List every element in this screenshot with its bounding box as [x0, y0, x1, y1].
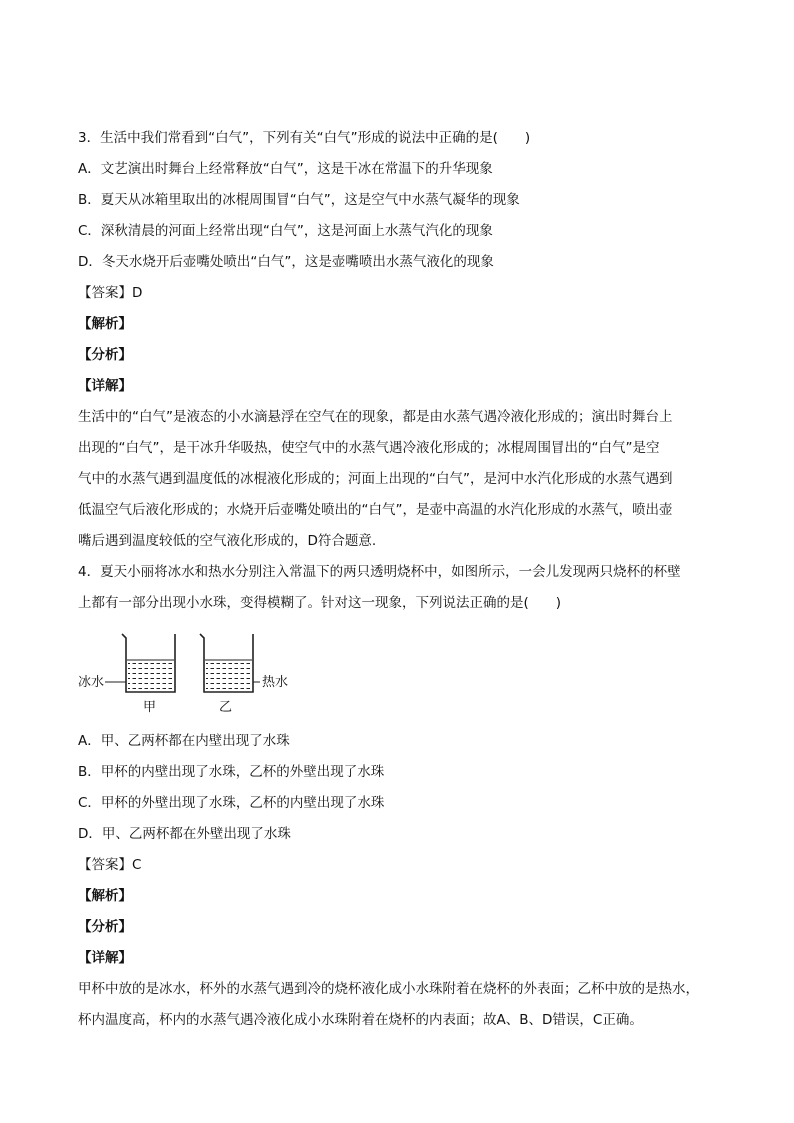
- q4-detail-line-2: 杯内温度高，杯内的水蒸气遇冷液化成小水珠附着在烧杯的内表面；故A、B、D错误，C正确。: [78, 1012, 643, 1028]
- q3-detail-line-5: 嘴后遇到温度较低的空气液化形成的，D符合题意.: [78, 533, 377, 549]
- q4-stem-line-1: 4．夏天小丽将冰水和热水分别注入常温下的两只透明烧杯中，如图所示，一会儿发现两只烧杯的杯壁: [78, 564, 681, 580]
- beaker-jia-water: [128, 660, 173, 690]
- q4-option-b: B．甲杯的内壁出现了水珠，乙杯的外壁出现了水珠: [78, 764, 385, 780]
- q3-detail-line-1: 生活中的“白气”是液态的小水滴悬浮在空气在的现象，都是由水蒸气遇冷液化形成的；演出时舞台上: [78, 409, 673, 425]
- q3-answer: 【答案】D: [78, 285, 143, 301]
- q4-fenxi-heading: 【分析】: [78, 919, 132, 935]
- beaker-jia: [122, 634, 175, 692]
- figure-label-jia: 甲: [143, 700, 157, 715]
- figure-label-ice-water: 冰水: [78, 675, 105, 690]
- q4-stem-line-2: 上都有一部分出现小水珠，变得模糊了。针对这一现象，下列说法正确的是( ): [78, 595, 562, 611]
- q4-detail-line-1: 甲杯中放的是冰水，杯外的水蒸气遇到冷的烧杯液化成小水珠附着在烧杯的外表面；乙杯中放的是热水，: [78, 981, 699, 997]
- q4-option-c: C．甲杯的外壁出现了水珠，乙杯的内壁出现了水珠: [78, 795, 385, 811]
- beaker-yi: [200, 634, 253, 692]
- q3-analysis-heading: 【解析】: [78, 316, 132, 332]
- figure-label-hot-water: 热水: [262, 675, 289, 690]
- q4-option-d: D．甲、乙两杯都在外壁出现了水珠: [78, 826, 291, 842]
- q3-detail-line-2: 出现的“白气”，是干冰升华吸热，使空气中的水蒸气遇冷液化形成的；冰棍周围冒出的“白气”是空: [78, 440, 660, 456]
- q4-option-a: A．甲、乙两杯都在内壁出现了水珠: [78, 733, 290, 749]
- q3-option-b: B．夏天从冰箱里取出的冰棍周围冒“白气”，这是空气中水蒸气凝华的现象: [78, 192, 520, 208]
- q4-answer: 【答案】C: [78, 857, 142, 873]
- q4-detail-heading: 【详解】: [78, 950, 132, 966]
- q4-analysis-heading: 【解析】: [78, 888, 132, 904]
- beaker-figure: [78, 626, 308, 722]
- beakers-diagram: [78, 626, 308, 722]
- beaker-yi-water: [206, 660, 251, 690]
- q3-fenxi-heading: 【分析】: [78, 347, 132, 363]
- q3-option-a: A．文艺演出时舞台上经常释放“白气”，这是干冰在常温下的升华现象: [78, 161, 493, 177]
- q3-detail-heading: 【详解】: [78, 378, 132, 394]
- q3-option-d: D．冬天水烧开后壶嘴处喷出“白气”，这是壶嘴喷出水蒸气液化的现象: [78, 254, 494, 270]
- q3-detail-line-3: 气中的水蒸气遇到温度低的冰棍液化形成的；河面上出现的“白气”，是河中水汽化形成的水蒸气遇到: [78, 471, 673, 487]
- q3-option-c: C．深秋清晨的河面上经常出现“白气”，这是河面上水蒸气汽化的现象: [78, 223, 493, 239]
- q3-stem: 3．生活中我们常看到“白气”，下列有关“白气”形成的说法中正确的是( ): [78, 130, 531, 146]
- q3-detail-line-4: 低温空气后液化形成的；水烧开后壶嘴处喷出的“白气”，是壶中高温的水汽化形成的水蒸气，喷出壶: [78, 502, 673, 518]
- figure-label-yi: 乙: [219, 700, 233, 715]
